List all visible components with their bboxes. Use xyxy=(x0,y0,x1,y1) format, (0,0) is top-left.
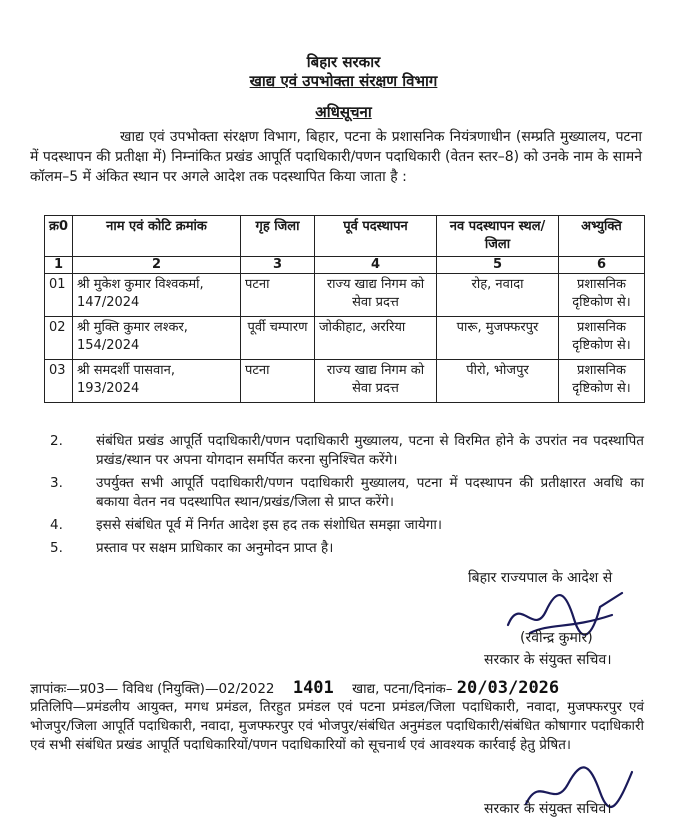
cell-remark: प्रशासनिक दृष्टिकोण से। xyxy=(559,274,645,317)
bottom-signatory-designation: सरकार के संयुक्त सचिव। xyxy=(484,801,612,817)
cell-name xyxy=(73,360,241,403)
cell-remark: प्रशासनिक दृष्टिकोण से। xyxy=(559,317,645,360)
column-number-row xyxy=(45,257,645,274)
government-title: बिहार सरकार xyxy=(306,53,381,71)
table-row xyxy=(45,360,645,403)
col-header-home: गृह जिला xyxy=(241,216,315,257)
point-number: 5. xyxy=(50,540,63,556)
col-number: 2 xyxy=(73,257,241,274)
col-number: 4 xyxy=(315,257,437,274)
point-number: 3. xyxy=(50,475,63,491)
point-item xyxy=(50,516,644,535)
cell-prev: राज्य खाद्य निगम को सेवा प्रदत्त xyxy=(315,274,437,317)
cell-new: रोह, नवादा xyxy=(437,274,559,317)
officer-code: 154/2024 xyxy=(77,338,140,353)
cell-sno: 03 xyxy=(45,360,73,403)
officer-name: श्री समदर्शी पासवान, xyxy=(77,363,175,378)
cell-home: पूर्वी चम्पारण xyxy=(241,317,315,360)
col-number: 6 xyxy=(559,257,645,274)
col-header-prev: पूर्व पदस्थापन xyxy=(315,216,437,257)
memo-line xyxy=(30,678,660,698)
cell-prev: राज्य खाद्य निगम को सेवा प्रदत्त xyxy=(315,360,437,403)
cell-home: पटना xyxy=(241,274,315,317)
signatory-name: (रवीन्द्र कुमार) xyxy=(520,630,593,646)
cell-name xyxy=(73,274,241,317)
cell-prev: जोकीहाट, अररिया xyxy=(315,317,437,360)
point-item xyxy=(50,474,644,512)
signatory-designation: सरकार के संयुक्त सचिव। xyxy=(484,652,612,668)
cell-new: पारू, मुजफ्फरपुर xyxy=(437,317,559,360)
memo-place-date-label: खाद्य, पटना/दिनांक– xyxy=(352,681,453,697)
memo-prefix: ज्ञापांकः—प्र03— विविध (नियुक्ति)—02/2022 xyxy=(30,681,275,697)
department-title: खाद्य एवं उपभोक्ता संरक्षण विभाग xyxy=(249,72,438,90)
point-item xyxy=(50,539,644,558)
cell-sno: 02 xyxy=(45,317,73,360)
cell-home: पटना xyxy=(241,360,315,403)
order-by-line: बिहार राज्यपाल के आदेश से xyxy=(468,570,613,586)
point-text: इससे संबंधित पूर्व में निर्गत आदेश इस हद तक संशोधित समझा जायेगा। xyxy=(96,517,442,533)
table-row xyxy=(45,317,645,360)
cell-remark: प्रशासनिक दृष्टिकोण से। xyxy=(559,360,645,403)
officer-name: श्री मुकेश कुमार विश्वकर्मा, xyxy=(77,277,204,292)
copy-paragraph: प्रतिलिपि—प्रमंडलीय आयुक्त, मगध प्रमंडल, तिरहुत प्रमंडल एवं पटना प्रमंडल/जिला पदाधिकारी, नवादा, मुजफ्फरपुर एवं भोजपुर/जिला आपूर्ति पदाधिकारी, नवादा, मुजफ्फरपुर एवं भोजपुर/संबंधित अनुमंडल पदाधिकारी/संबंधित कोषागार पदाधिकारी एवं सभी संबंधित प्रखंड आपूर्ति पदाधिकारियों/पणन पदाधिकारियों को सूचनार्थ एवं आवश्यक कार्रवाई हेतु प्रेषित। xyxy=(30,699,644,753)
cell-new: पीरो, भोजपुर xyxy=(437,360,559,403)
officer-name: श्री मुक्ति कुमार लश्कर, xyxy=(77,320,188,335)
memo-number: 1401 xyxy=(292,678,334,698)
point-number: 2. xyxy=(50,433,63,449)
intro-paragraph: खाद्य एवं उपभोक्ता संरक्षण विभाग, बिहार, पटना के प्रशासनिक नियंत्रणाधीन (सम्प्रति मुख्यालय, पटना में पदस्थापन की प्रतीक्षा में) निम्नांकित प्रखंड आपूर्ति पदाधिकारी/पणन पदाधिकारी (वेतन स्तर–8) को उनके नाम के सामने कॉलम–5 में अंकित स्थान पर अगले आदेश तक पदस्थापित किया जाता है : xyxy=(30,129,642,185)
col-header-remark: अभ्युक्ति xyxy=(559,216,645,257)
officer-code: 147/2024 xyxy=(77,295,140,310)
col-header-new: नव पदस्थापन स्थल/जिला xyxy=(437,216,559,257)
posting-table xyxy=(44,215,645,403)
numbered-points xyxy=(50,432,644,562)
col-number: 1 xyxy=(45,257,73,274)
table-row xyxy=(45,274,645,317)
point-text: प्रस्ताव पर सक्षम प्राधिकार का अनुमोदन प्राप्त है। xyxy=(96,540,334,556)
cell-sno: 01 xyxy=(45,274,73,317)
point-item xyxy=(50,432,644,470)
col-header-name: नाम एवं कोटि क्रमांक xyxy=(73,216,241,257)
col-header-sno: क्र0 xyxy=(45,216,73,257)
document-type: अधिसूचना xyxy=(315,103,372,121)
col-number: 5 xyxy=(437,257,559,274)
point-text: उपर्युक्त सभी आपूर्ति पदाधिकारी/पणन पदाधिकारी मुख्यालय, पटना में पदस्थापन की प्रतीक्षारत अवधि का बकाया वेतन नव पदस्थापित स्थान/प्रखंड/जिला से प्राप्त करेंगे। xyxy=(96,475,644,510)
point-number: 4. xyxy=(50,517,63,533)
point-text: संबंधित प्रखंड आपूर्ति पदाधिकारी/पणन पदाधिकारी मुख्यालय, पटना से विरमित होने के उपरांत नव पदस्थापित प्रखंड/स्थान पर अपना योगदान समर्पित करना सुनिश्चित करेंगे। xyxy=(96,433,644,468)
memo-date: 20/03/2026 xyxy=(456,678,560,698)
col-number: 3 xyxy=(241,257,315,274)
table-header-row xyxy=(45,216,645,257)
officer-code: 193/2024 xyxy=(77,381,140,396)
cell-name xyxy=(73,317,241,360)
